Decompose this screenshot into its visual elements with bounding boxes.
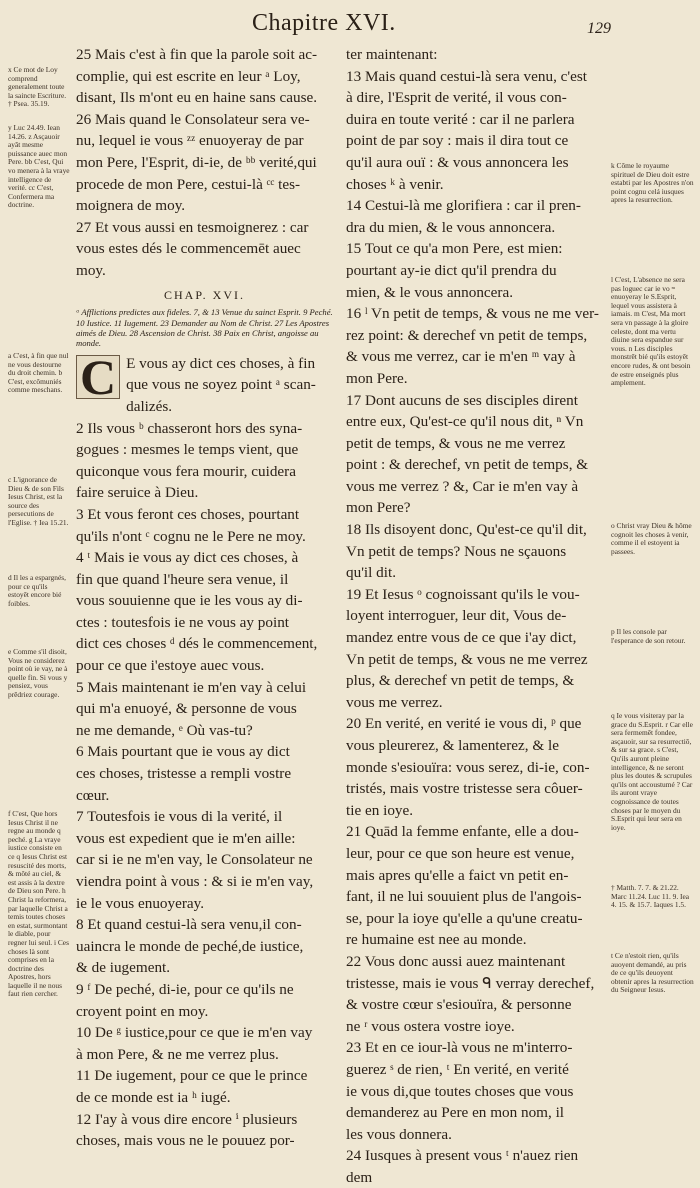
verse-line: point : & derechef, vn petit de temps, & [346,456,589,474]
margin-note-left: x Ce mot de Loy comprend generalement toute la saincte Escriture. † Psea. 35.19. [8,65,67,109]
verse-line: fant, il ne lui souuient plus de l'angois- [346,888,582,906]
verse-line: vous souuienne que ie les vous ay di- [76,592,303,610]
verse-line: 16 ˡ Vn petit de temps, & vous ne me ver- [346,305,599,323]
verse-line: ie vous di,que toutes choses que vous [346,1082,574,1100]
verse-line: 3 Et vous feront ces choses, pourtant [76,505,300,523]
verse-line: 13 Mais quand cestui-là sera venu, c'est [346,67,588,85]
verse-line: de ce monde est ia ʰ iugé. [76,1088,231,1106]
verse-line: 15 Tout ce qu'a mon Pere, est mien: [346,240,563,258]
drop-cap: C [76,355,120,399]
verse-line: qui m'a enuoyé, & personne de vous [76,700,297,718]
verse-line: nu, lequel ie vous ᶻᶻ enuoyeray de par [76,132,304,150]
margin-note-right: l C'est, L'absence ne sera pas loguec car ie vo ᵐ enuoyeray le S.Esprit, lequel vous assistera à iamais. m C'est, Ma mort sera vn passage à la gloire celeste, dont ma vertu diuine sera espandue sur vous. n Les disciples monstrēt bié qu'ils estoyēt encore rudes, & ont besoin de estre enseignés plus amplement. [611,275,691,388]
verse-line: mais apres qu'elle a faict vn petit en- [346,866,569,884]
verse-line: que vous ne soyez point ᵃ scan- [126,376,316,394]
verse-line: petit de temps, & vous ne me verrez [346,434,566,452]
verse-line: 7 Toutesfois ie vous di la verité, il [76,808,283,826]
verse-line: 22 Vous donc aussi auez maintenant [346,952,566,970]
margin-note-left: d Il les a espargnés, pour ce qu'ils estoyēt encore bié foibles. [8,573,66,608]
verse-line: guerez ˢ de rien, ᵗ En verité, en verité [346,1060,569,1078]
verse-line: uaincra le monde de peché,de iustice, [76,937,304,955]
verse-line: 17 Dont aucuns de ses disciples dirent [346,391,578,409]
verse-line: duira en toute verité : car il ne parlera [346,110,575,128]
verse-line: vous est expedient que ie m'en aille: [76,829,296,847]
verse-line: 19 Et Iesus ᵒ cognoissant qu'ils le vou- [346,585,580,603]
verse-line: point de par soy : mais il dira tout ce [346,132,569,150]
verse-line: 5 Mais maintenant ie m'en vay à celui [76,678,307,696]
verse-line: & de iugement. [76,959,171,977]
margin-note-right: † Matth. 7. 7. & 21.22. Marc 11.24. Luc 11. 9. Iea 4. 15. & 15.7. Iaques 1.5. [611,883,690,910]
verse-line: se, pour la ioye qu'elle a qu'une creatu- [346,909,583,927]
verse-line: 10 De ᵍ iustice,pour ce que ie m'en vay [76,1024,313,1042]
verse-line: 21 Quād la femme enfante, elle a dou- [346,823,579,841]
verse-line: vous pleurerez, & lamenterez, & le [346,737,559,754]
verse-line: choses ᵏ à venir. [346,175,444,193]
verse-line: dem [346,1168,373,1186]
verse-line: monde s'esiouïra: vous serez, di-ie, con- [346,758,590,776]
verse-line: à dire, l'Esprit de verité, il vous con- [346,89,567,107]
verse-line: dalizés. [126,397,173,415]
margin-note-left: a C'est, à fin que nul ne vous destourne du droit chemin. b C'est, excõmuniés comme meschans. [8,351,69,395]
verse-line: moignera de moy. [76,197,186,215]
verse-line: croyent point en moy. [76,1002,209,1020]
verse-line: ces choses, tristesse a rempli vostre [76,765,292,783]
verse-line: & vostre cœur s'esiouïra, & personne [346,996,572,1014]
verse-line: 25 Mais c'est à fin que la parole soit ac- [76,46,318,63]
verse-line: E vous ay dict ces choses, à fin [126,354,316,372]
verse-line: 12 I'ay à vous dire encore ⁱ plusieurs [76,1110,298,1128]
verse-line: qu'ils n'ont ᶜ cognu ne le Pere ne moy. [76,527,306,545]
verse-line: tristesse, mais ie vous ᑫ verray derechef, [346,974,595,992]
verse-line: à mon Pere, & ne me verrez plus. [76,1045,279,1063]
margin-note-left: f C'est, Que hors Iesus Christ il ne regne au monde q peché. g La vraye iustice consiste en ce q Iesus Christ est resuscité des morts, & môté au ciel, & est assis à la dextre de Dieu son Pere. h Christ la reformera, par laquelle Christ a temis toutes choses en estat, surmontant le diable, pour regner lui seul. i Ces choses là sont comprises en la doctrine des Apostres, hors laquelle il ne nous faut rien cercher. [8,809,69,999]
verse-line: 27 Et vous aussi en tesmoignerez : car [76,218,309,236]
page-number: 129 [587,20,611,37]
margin-note-right: o Christ vray Dieu & hôme cognoit les choses à venir, comme il el estoyent ia passees. [611,521,692,556]
verse-line: mon Pere. [346,369,408,387]
chapter-summary [76,307,333,349]
verse-line: 18 Ils disoyent donc, Qu'est-ce qu'il dit, [346,521,587,539]
verse-line: choses, mais vous ne le pouuez por- [76,1132,295,1150]
verse-line: 20 En verité, en verité ie vous di, ᵖ que [346,715,582,733]
verse-line: complie, qui est escrite en leur ᵃ Loy, [76,67,301,85]
verse-line: loyent interroguer, leur dit, Vous de- [346,607,567,625]
margin-note-right: k Cōme le royaume spirituel de Dieu doit estre estabti par les Apostres n'on point cognu celá iusques apres la resurrection. [611,161,694,205]
verse-line: moy. [76,261,106,279]
verse-line: plus, & derechef vn petit de temps, & [346,672,575,690]
verse-line: ie le vous enuoyeray. [76,894,205,912]
right-column [346,44,605,1188]
verse-line: ter maintenant: [346,46,438,63]
verse-line: 8 Et quand cestui-là sera venu,il con- [76,916,302,934]
verse-line: procede de mon Pere, cestui-là ᶜᶜ tes- [76,175,301,193]
chapter-heading: CHAP. XVI. [163,287,245,302]
verse-line: 24 Iusques à present vous ᵗ n'auez rien [346,1147,579,1165]
verse-line: mien, & le vous annoncera. [346,283,514,301]
verse-line: re humaine est nee au monde. [346,931,527,949]
verse-line: ne me demande, ᵉ Où vas-tu? [76,721,253,739]
verse-line: vous me verrez ? &, Car ie m'en vay à [346,477,579,495]
verse-line: vous estes dés le commencemēt auec [76,240,301,258]
verse-line: 2 Ils vous ᵇ chasseront hors des syna- [76,419,303,437]
verse-line: demanderez au Pere en mon nom, il [346,1104,565,1122]
verse-line: mon Pere, l'Esprit, di-ie, de ᵇᵇ verité,qui [76,153,317,171]
verse-line: 4 ᵗ Mais ie vous ay dict ces choses, à [76,549,299,567]
verse-line: viendra point à vous : & si ie m'en vay, [76,873,314,890]
verse-line: 14 Cestui-là me glorifiera : car il pren- [346,197,581,215]
verse-line: vous me verrez. [346,693,443,711]
margin-note-right: p Il les console par l'esperance de son retour. [611,627,686,645]
verse-line: qu'il dit. [346,564,396,582]
verse-line: mandez entre vous de ce que i'ay dict, [346,629,577,647]
verse-line: ctes : toutesfois ie ne vous ay point [76,613,290,631]
verse-line: ne ʳ vous ostera vostre ioye. [346,1017,515,1035]
verse-line: gogues : mesmes le temps vient, que [76,441,299,459]
margin-note-right: t Ce n'estoit rien, qu'ils auoyent demandé, au pris de ce qu'ils deuoyent obtenir apres la resurrection du Seigneur Iesus. [611,951,694,995]
verse-line: disant, Ils m'ont eu en haine sans cause. [76,89,318,107]
verse-line: & vous me verrez, car ie m'en ᵐ vay à [346,348,576,366]
verse-line: 9 ᶠ De peché, di-ie, pour ce qu'ils ne [76,980,294,998]
verse-line: pour ce que i'estoye auec vous. [76,657,265,675]
verse-line: fin que quand l'heure sera venue, il [76,570,289,588]
verse-line: 23 Et en ce iour-là vous ne m'interro- [346,1039,573,1057]
verse-line: dra du mien, & le vous annoncera. [346,218,556,236]
summary-text: ᵃ Afflictions predictes aux fideles. 7, & 13 Venue du sainct Esprit. 9 Peché. 10 Iustice. 11 Iugement. 23 Demander au Nom de Christ. 27 Les Apostres aimés de Dieu. 28 Ascension de Christ. 38 Paix en Christ, angoisse au monde. [76,307,333,349]
verse-line: 6 Mais pourtant que ie vous ay dict [76,743,290,761]
verse-line: tie en ioye. [346,801,414,819]
page-header [0,6,700,42]
verse-line: quiconque vous fera mourir, cuidera [76,462,296,480]
left-column [76,44,333,1152]
verse-line: mon Pere? [346,499,411,517]
verse-line: Vn petit de temps? Nous ne sçauons [346,542,567,560]
margin-note-left: c L'ignorance de Dieu & de son Fils Iesus Christ, est la source des persecutions de l'Eglise. † Iea 15.21. [8,475,69,527]
verse-line: Vn petit de temps, & vous ne me verrez [346,650,588,668]
margin-note-right: q Ie vous visiteray par la grace du S.Esprit. r Car elle sera fermemēt fondee, asçauoir, sur sa resurrectiō, & sur sa grace. s C'est, Qu'ils auront pleine intelligence, & ne seront plus les doutes & scrupules qu'ils ont accoustumé ? Car ils auront vraye cognoissance de toutes choses par le moyen du S.Esprit qui leur sera en ioye. [611,711,693,832]
verse-line: qu'il aura ouï : & vous annoncera les [346,153,569,171]
chapter-title: Chapitre XVI. [252,10,396,36]
verse-line: rez point: & derechef vn petit de temps, [346,326,588,344]
margin-note-left: y Luc 24.49. Iean 14.26. z Asçauoir ayāt mesme puissance auec mon Pere. bb C'est, Qui vo menera à la vraye intelligence de verité. cc C'est, Confermera ma doctrine. [8,123,70,210]
verse-line: faire seruice à Dieu. [76,484,199,502]
margin-note-left: e Comme s'il disoit, Vous ne considerez point où ie vay, ne à quelle fin. Si vous y pensiez, vous prēdriez courage. [8,647,68,699]
verse-line: 11 De iugement, pour ce que le prince [76,1067,308,1085]
verse-line: pourtant ay-ie dict qu'il prendra du [346,261,557,279]
verse-line: leur, pour ce que son heure est venue, [346,844,575,862]
verse-line: car si ie ne m'en vay, le Consolateur ne [76,851,313,869]
verse-line: les vous donnera. [346,1125,452,1143]
verse-line: 26 Mais quand le Consolateur sera ve- [76,110,310,128]
verse-line: dict ces choses ᵈ dés le commencement, [76,635,318,653]
verse-line: tristés, mais vostre tristesse sera côuer- [346,780,583,798]
verse-line: entre eux, Qu'est-ce qu'il nous dit, ⁿ Vn [346,413,584,431]
verse-line: cœur. [76,786,110,804]
